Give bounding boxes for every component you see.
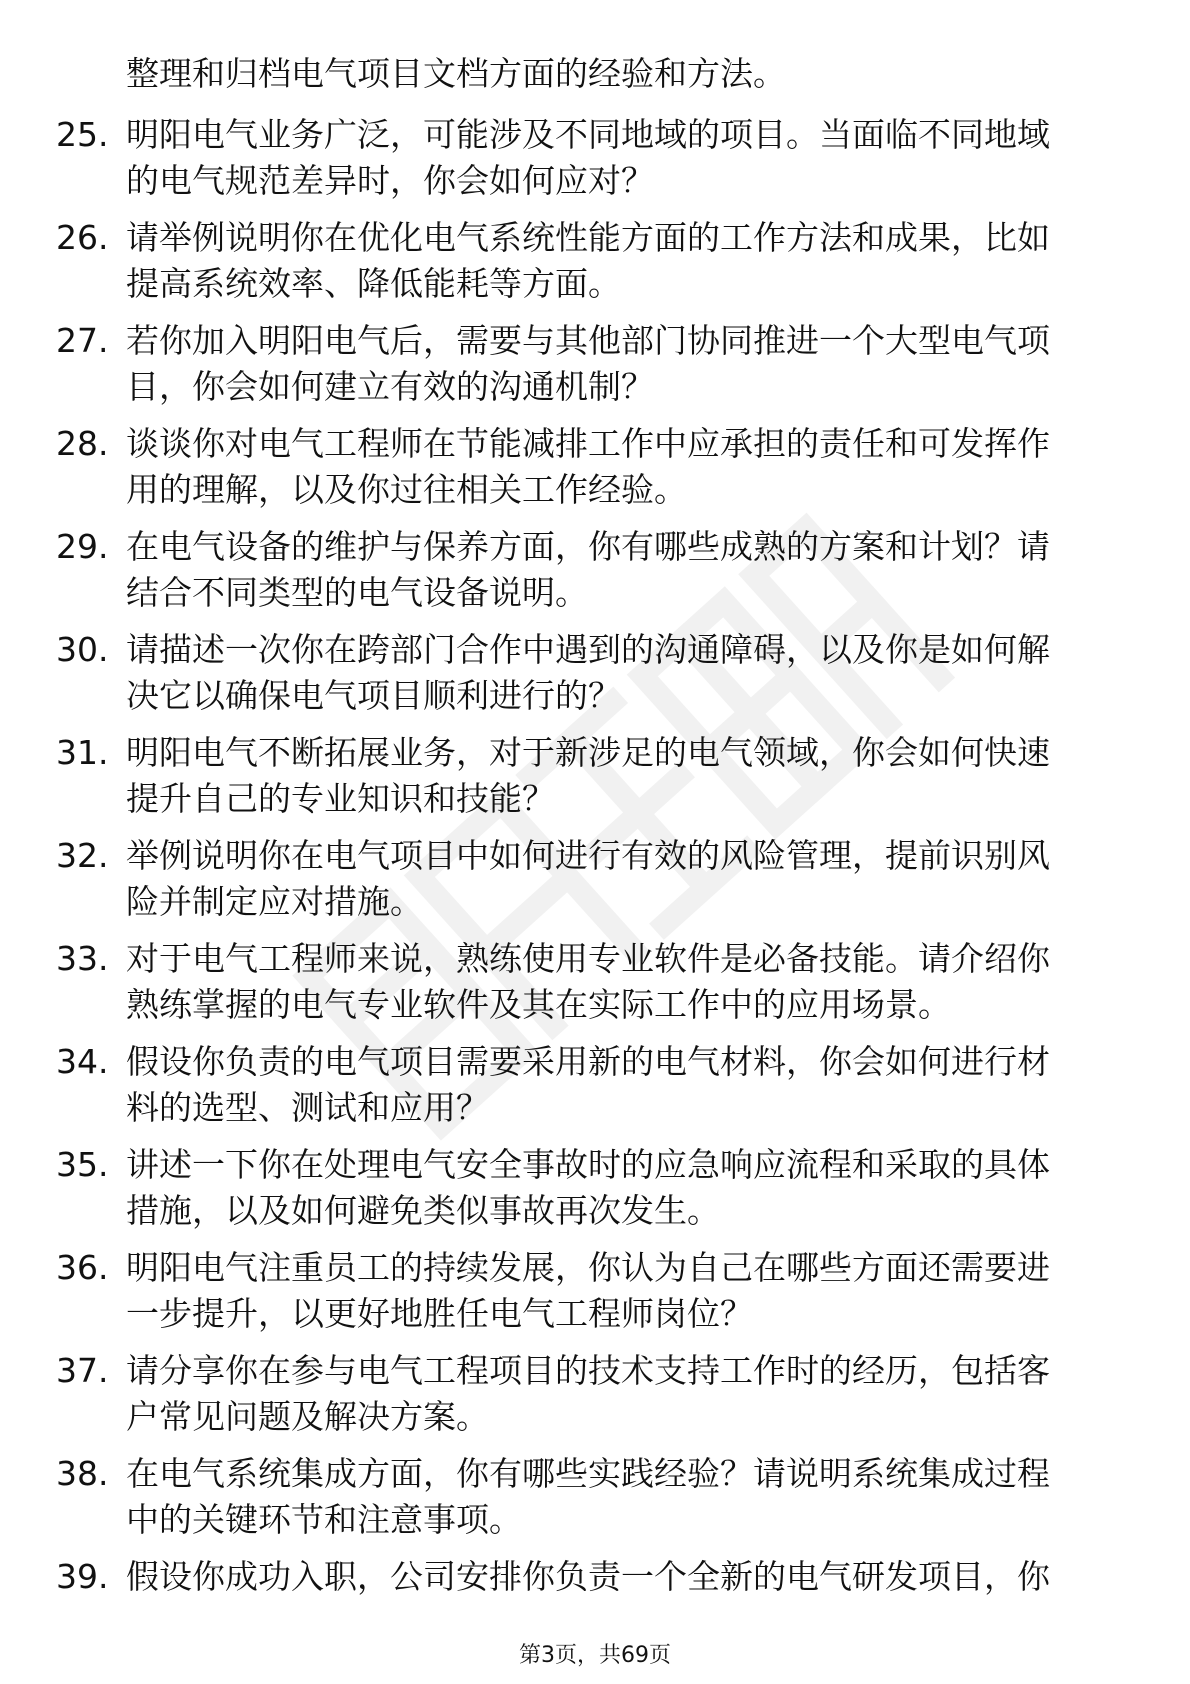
question-text-line: 熟练掌握的电气专业软件及其在实际工作中的应用场景。 <box>126 985 951 1024</box>
question-text-line: 假设你负责的电气项目需要采用新的电气材料，你会如何进行材 <box>126 1042 1050 1081</box>
question-number: 35. <box>56 1145 109 1184</box>
question-text-line: 请分享你在参与电气工程项目的技术支持工作时的经历，包括客 <box>126 1351 1050 1390</box>
question-item <box>0 421 1190 524</box>
question-number: 34. <box>56 1042 109 1081</box>
question-text-line: 对于电气工程师来说，熟练使用专业软件是必备技能。请介绍你 <box>126 939 1050 978</box>
question-number: 27. <box>56 321 109 360</box>
question-text-line: 请描述一次你在跨部门合作中遇到的沟通障碍，以及你是如何解 <box>126 630 1050 669</box>
question-item <box>0 730 1190 833</box>
question-item <box>0 1039 1190 1142</box>
question-number: 36. <box>56 1248 109 1287</box>
question-item <box>0 1142 1190 1245</box>
question-text-line: 提升自己的专业知识和技能？ <box>126 779 555 818</box>
question-text-line: 险并制定应对措施。 <box>126 882 423 921</box>
question-item <box>0 1245 1190 1348</box>
question-text-line: 明阳电气业务广泛，可能涉及不同地域的项目。当面临不同地域 <box>126 115 1050 154</box>
question-item <box>0 112 1190 215</box>
question-text-line: 在电气设备的维护与保养方面，你有哪些成熟的方案和计划？请 <box>126 527 1050 566</box>
question-text-line: 的电气规范差异时，你会如何应对？ <box>126 161 654 200</box>
question-number: 31. <box>56 733 109 772</box>
page-footer: 第3页，共69页 <box>519 1643 671 1668</box>
question-text-line: 结合不同类型的电气设备说明。 <box>126 573 588 612</box>
question-number: 33. <box>56 939 109 978</box>
question-item <box>0 833 1190 936</box>
question-text-line: 一步提升，以更好地胜任电气工程师岗位？ <box>126 1294 753 1333</box>
question-text-line: 若你加入明阳电气后，需要与其他部门协同推进一个大型电气项 <box>126 321 1050 360</box>
question-number: 38. <box>56 1454 109 1493</box>
question-number: 25. <box>56 115 109 154</box>
question-number: 30. <box>56 630 109 669</box>
question-text-line: 请举例说明你在优化电气系统性能方面的工作方法和成果，比如 <box>126 218 1050 257</box>
question-text-line: 户常见问题及解决方案。 <box>126 1397 489 1436</box>
question-text-line: 假设你成功入职，公司安排你负责一个全新的电气研发项目，你 <box>126 1557 1050 1596</box>
question-item <box>0 1348 1190 1451</box>
question-list <box>0 112 1190 1657</box>
question-number: 32. <box>56 836 109 875</box>
question-item <box>0 524 1190 627</box>
question-text-line: 明阳电气不断拓展业务，对于新涉足的电气领域，你会如何快速 <box>126 733 1050 772</box>
question-text-line: 谈谈你对电气工程师在节能减排工作中应承担的责任和可发挥作 <box>126 424 1050 463</box>
question-text-line: 提高系统效率、降低能耗等方面。 <box>126 264 621 303</box>
question-text-line: 明阳电气注重员工的持续发展，你认为自己在哪些方面还需要进 <box>126 1248 1050 1287</box>
question-text-line: 在电气系统集成方面，你有哪些实践经验？请说明系统集成过程 <box>126 1454 1050 1493</box>
continuation-line: 整理和归档电气项目文档方面的经验和方法。 <box>126 54 786 93</box>
question-item <box>0 936 1190 1039</box>
question-number: 39. <box>56 1557 109 1596</box>
question-number: 26. <box>56 218 109 257</box>
question-item <box>0 215 1190 318</box>
question-text-line: 举例说明你在电气项目中如何进行有效的风险管理，提前识别风 <box>126 836 1050 875</box>
question-number: 37. <box>56 1351 109 1390</box>
question-text-line: 中的关键环节和注意事项。 <box>126 1500 522 1539</box>
question-text-line: 目，你会如何建立有效的沟通机制？ <box>126 367 654 406</box>
question-text-line: 讲述一下你在处理电气安全事故时的应急响应流程和采取的具体 <box>126 1145 1050 1184</box>
question-item <box>0 627 1190 730</box>
question-text-line: 决它以确保电气项目顺利进行的？ <box>126 676 621 715</box>
question-number: 29. <box>56 527 109 566</box>
question-item <box>0 1451 1190 1554</box>
question-number: 28. <box>56 424 109 463</box>
question-item <box>0 318 1190 421</box>
question-text-line: 料的选型、测试和应用？ <box>126 1088 489 1127</box>
question-text-line: 措施，以及如何避免类似事故再次发生。 <box>126 1191 720 1230</box>
question-text-line: 用的理解，以及你过往相关工作经验。 <box>126 470 687 509</box>
